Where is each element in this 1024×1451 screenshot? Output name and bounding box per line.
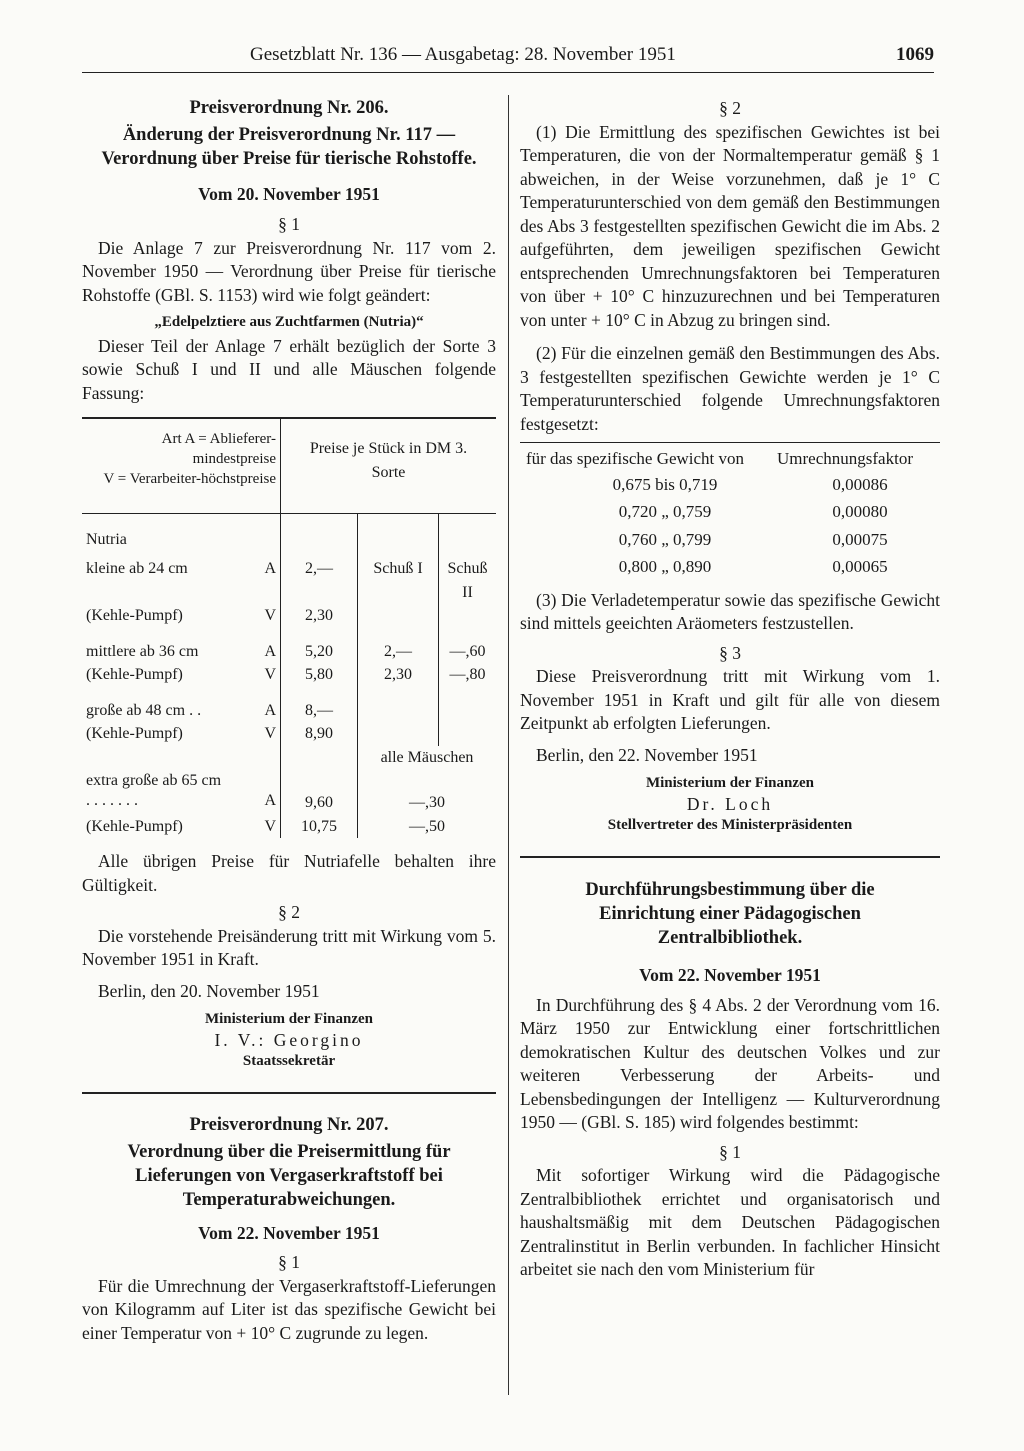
po206-ministry: Ministerium der Finanzen [204,1011,374,1027]
price-cell: 10,75 [281,815,358,839]
page-number: 1069 [896,44,934,65]
price-cell: 8,— [281,687,358,723]
right-column [520,97,940,1282]
factor-table-rule [520,442,940,443]
factor-range: 0,760 „ 0,799 [618,529,712,549]
row-type: V [264,817,276,835]
po206-section-1: § 1 [278,214,300,234]
db-date: Vom 22. November 1951 [639,965,821,985]
schuss2-cell: —,80 [449,666,486,683]
row-label: mittlere ab 36 cm [86,642,199,660]
price-cell: 5,20 [281,628,358,664]
po207-role: Stellvertreter des Ministerpräsidenten [607,817,853,833]
db-paragraph-1: In Durchführung des § 4 Abs. 2 der Verordnung vom 16. März 1950 zur Entwicklung einer fortschrittlichen demokratischen Kultur des deutschen Volkes und zur weiteren Verbesserung der Arbeits- und Lebensbedingungen der Intelligenz — Kulturverordnung 1950 — (GBl. S. 185) wird folgendes bestimmt: [520,994,940,1132]
header-rule [82,72,934,73]
row-label: kleine ab 24 cm [86,560,188,577]
row-type: V [264,725,276,742]
row-type: V [264,607,276,624]
po206-place-date: Berlin, den 20. November 1951 [98,980,320,1001]
schuss1-cell: 2,— [358,628,439,664]
po206-subtitle: Änderung der Preisverordnung Nr. 117 — Verordnung über Preise für tierische Rohstoffe. [101,124,477,169]
legend-a: Art A = Ablieferer-mindestpreise [161,431,276,467]
po206-section-2: § 2 [278,902,300,922]
row-type: A [264,560,276,577]
row-label: extra große ab 65 cm . . . . . . . [86,772,222,809]
factor-value: 0,00075 [832,529,888,549]
row-label: (Kehle-Pumpf) [86,817,183,835]
po207-paragraph-2: (1) Die Ermittlung des spezifischen Gewichtes ist bei Temperaturen, die von der Normaltemperatur gemäß § 1 abweichen, in der Weise vorzunehmen, daß je 1° C Temperaturunterschied von dem gemäß den Bestimmungen des Abs 3 festgestellten spezifischen Gewicht die im Abs. 2 aufgeführten, dem jeweiligen spezifischen Gewicht entsprechenden Umrechnungsfaktoren bei Temperaturen von über + 10° C hinzuzurechnen und bei Temperaturen von unter + 10° C in Abzug zu bringen sind. [520,121,940,330]
po207-paragraph-3: (2) Für die einzelnen gemäß den Bestimmungen des Abs. 3 festgestellten spezifischen Gewichte werden je 1° C Temperaturunterschied folgende Umrechnungsfaktoren festgesetzt: [520,343,940,434]
po206-role: Staatssekretär [242,1053,336,1069]
legend-v: V = Verarbeiter-höchstpreise [103,471,276,487]
row-label: (Kehle-Pumpf) [86,666,183,683]
row-label: (Kehle-Pumpf) [86,607,183,624]
gazette-header: Gesetzblatt Nr. 136 — Ausgabetag: 28. November 1951 [250,44,676,65]
row-type: V [264,666,276,683]
maeuschen-cell: —,30 [409,794,445,811]
schuss1-cell: 2,30 [358,663,439,687]
po207-ministry: Ministerium der Finanzen [645,775,815,791]
column-divider [508,95,509,1395]
po207-paragraph-1: Für die Umrechnung der Vergaserkraftstoff-Lieferungen von Kilogramm auf Liter ist das spezifische Gewicht bei einer Temperatur von + 10° C zugrunde zu legen. [82,1275,496,1343]
factor-value: 0,00080 [832,502,888,521]
factor-range: 0,800 „ 0,890 [618,557,712,576]
factor-rows [520,471,940,581]
db-section-1: § 1 [719,1141,741,1162]
price-cell: 2,30 [281,604,358,628]
section-separator [520,856,940,858]
factor-range: 0,675 bis 0,719 [612,474,718,494]
row-type: A [264,792,276,809]
price-cell: 5,80 [281,663,358,687]
po207-section-3: § 3 [719,642,741,663]
db-paragraph-2: Mit sofortiger Wirkung wird die Pädagogische Zentralbibliothek errichtet und organisatorisch und haushaltsmäßig mit dem Deutschen Pädagogischen Zentralinstitut in Berlin verbunden. In fachlicher Hinsicht arbeitet sie nach den vom Ministerium für [520,1165,940,1279]
po207-date: Vom 22. November 1951 [198,1222,380,1243]
schuss2-cell: —,60 [449,642,486,660]
row-label: große ab 48 cm . . [86,701,202,719]
db-title: Durchführungsbestimmung über die Einrichtung einer Pädagogischen Zentralbibliothek. [585,880,875,948]
po206-signer: I. V.: Georgino [214,1030,364,1050]
po207-section-2: § 2 [719,98,741,118]
schuss2-head: Schuß II [447,560,488,601]
factor-value: 0,00065 [832,557,888,576]
factor-col-factor: Umrechnungsfaktor [777,449,913,468]
po207-subtitle: Verordnung über die Preisermittlung für Lieferungen von Vergaserkraftstoff bei Temperaturabweichungen. [127,1141,451,1210]
po206-paragraph-3: Alle übrigen Preise für Nutriafelle behalten ihre Gültigkeit. [82,851,496,895]
row-label: (Kehle-Pumpf) [86,725,183,742]
maeuschen-cell: —,50 [409,817,445,835]
schuss1-head: Schuß I [358,551,439,604]
po206-paragraph-2: Dieser Teil der Anlage 7 erhält bezüglich der Sorte 3 sowie Schuß I und II und alle Mäuschen folgende Fassung: [82,335,496,403]
price-cell: 2,— [281,551,358,604]
left-column [82,97,496,1345]
po207-place-date: Berlin, den 22. November 1951 [536,744,758,765]
po206-date: Vom 20. November 1951 [198,183,380,204]
nutria-label: Nutria [82,513,281,551]
price-cell: 9,60 [281,769,358,815]
row-type: A [264,701,276,719]
factor-value: 0,00086 [832,474,888,494]
factor-col-weight: für das spezifische Gewicht von [525,449,745,468]
price-table [82,419,496,838]
section-separator [82,1092,496,1094]
maeuschen-head: alle Mäuschen [380,748,474,766]
po206-paragraph-4: Die vorstehende Preisänderung tritt mit Wirkung vom 5. November 1951 in Kraft. [82,925,496,969]
price-cell: 8,90 [281,722,358,746]
po207-signer: Dr. Loch [686,794,774,814]
po206-paragraph-1: Die Anlage 7 zur Preisverordnung Nr. 117 vom 2. November 1950 — Verordnung über Preise für tierische Rohstoffe (GBl. S. 1153) wird wie folgt geändert: [82,237,496,305]
po207-title: Preisverordnung Nr. 207. [189,1115,389,1135]
factor-range: 0,720 „ 0,759 [618,502,712,521]
po207-paragraph-4: (3) Die Verladetemperatur sowie das spezifische Gewicht sind mittels geeichten Aräometers festzustellen. [520,589,940,633]
po207-paragraph-5: Diese Preisverordnung tritt mit Wirkung vom 1. November 1951 in Kraft und gilt für alle von diesem Zeitpunkt ab erfolgten Lieferungen. [520,666,940,733]
po206-item-heading: „Edelpelztiere aus Zuchtfarmen (Nutria)“ [154,314,424,330]
po207-section-1: § 1 [278,1252,300,1272]
po206-title: Preisverordnung Nr. 206. [189,98,389,118]
factor-table-head [520,447,940,471]
price-head: Preise je Stück in DM 3. Sorte [309,440,468,481]
row-type: A [264,642,276,660]
